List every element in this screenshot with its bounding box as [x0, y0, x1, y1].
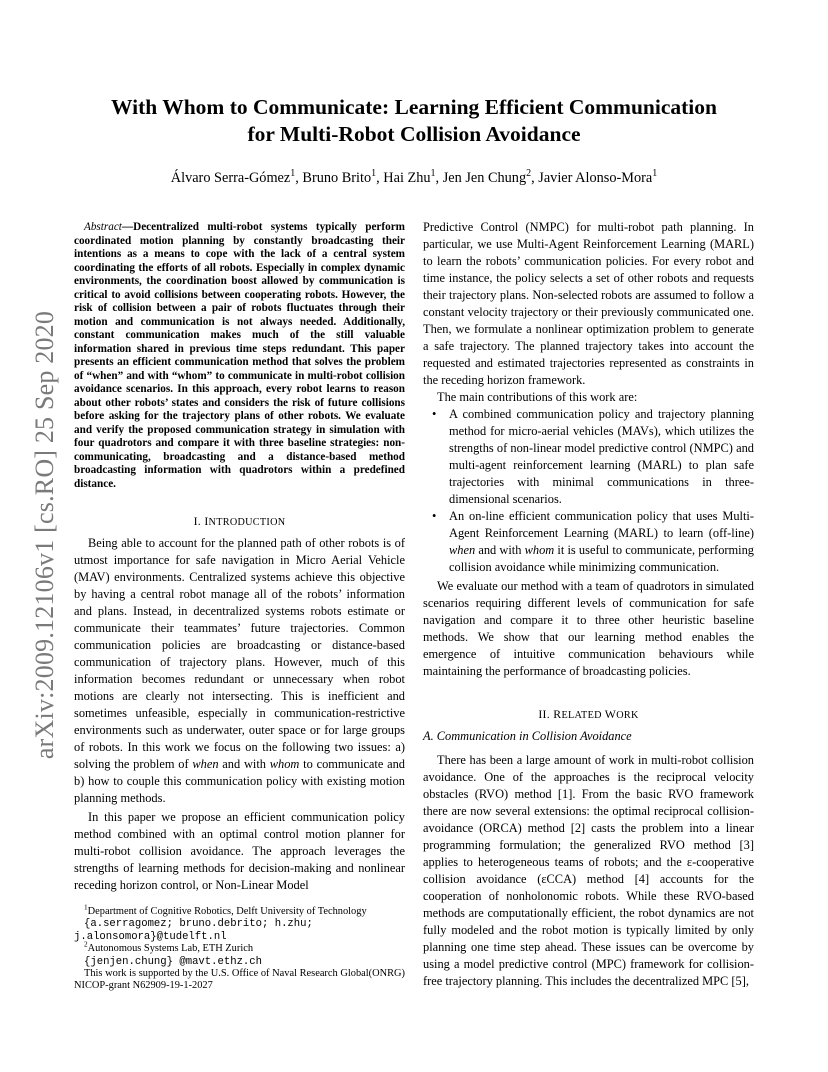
section-number: II.	[538, 707, 551, 721]
contributions-list	[423, 406, 754, 576]
text: Being able to account for the planned path of other robots is of utmost importance for safe navigation in Micro Aerial Vehicle (MAV) environments. Centralized systems achieve this objective by having a central robot manage all of the robots’ information and plans. Instead, in decentralized systems robots estimate or communicate their teammates’ future trajectories. Common communication policies are broadcasting or distance-based communication of trajectory plans. However, much of this information becomes redundant or unnecessary when robot motions are clearly not intersecting. This is inefficient and sometimes unfeasible, especially in communication-restrictive environments such as underwater, outer space or for large groups of robots. In this work we focus on the following two issues: a) solving the problem of	[74, 536, 405, 771]
paragraph: In this paper we propose an efficient communication policy method combined with an optimal control motion planner for multi-robot collision avoidance. The approach leverages the strengths of learning methods for decision-making and nonlinear receding horizon control, or Non-Linear Model	[74, 810, 405, 892]
section-title-rest: ELATED	[561, 710, 602, 721]
text: and with	[475, 543, 525, 557]
author-affiliation: 2	[526, 168, 532, 180]
text: to communicate and b) how to couple this communication policy with existing motion planning methods.	[74, 757, 405, 805]
text: it is useful to communicate, performing collision avoidance while minimizing communication.	[449, 543, 754, 574]
paragraph	[74, 535, 405, 807]
footnote-mark: 1	[84, 903, 88, 912]
author-affiliation: 1	[371, 168, 377, 180]
section-heading-related-work	[423, 707, 754, 722]
footnote-text: Autonomous Systems Lab, ETH Zurich	[87, 943, 254, 955]
abstract-text: Decentralized multi-robot systems typically perform coordinated motion planning by constantly broadcasting their intentions as a means to cope with the lack of a central system coordinating the efforts of all robots. Especially in complex dynamic environments, the coordination boost allowed by communication is critical to avoid collisions between cooperating robots. However, the risk of collision between a pair of robots fluctuates through their motion and communication is not always needed. Additionally, constant communication makes much of the still valuable information shared in previous time steps redundant. This paper presents an efficient communication method that solves the problem of “when” and with “whom” to communicate in multi-robot collision avoidance scenarios. In this approach, every robot learns to reason about other robots’ states and considers the risk of future collisions before asking for the trajectory plans of other robots. We evaluate and verify the proposed communication strategy in simulation with four quadrotors and compare it with three baseline strategies: non-communicating, broadcasting and a distance-based method broadcasting information with quadrotors within a predefined distance.	[74, 221, 405, 490]
footnote-text: Department of Cognitive Robotics, Delft University of Technology	[87, 906, 367, 917]
paragraph: The main contributions of this work are:	[437, 390, 638, 404]
paper-title	[70, 94, 758, 148]
paragraph: There has been a large amount of work in multi-robot collision avoidance. One of the approaches is the reciprocal velocity obstacles (RVO) method [1]. From the basic RVO framework there are now several extensions: the optimal reciprocal collision-avoidance (ORCA) method [2] casts the problem into a linear programming formulation; the generalized RVO method [3] applies to heterogeneous teams of robots; and the ε-cooperative collision avoidance (εCCA) method [4] accounts for the cooperation of nonholonomic robots. While these RVO-based methods are computationally efficient, the robot dynamics are not fully modeled and the robot motion is typically limited by only planning one time step ahead. These issues can be overcome by using a model predictive control (MPC) framework for collision-free trajectory planning. This includes the decentralized MPC [5],	[423, 753, 754, 988]
footnote-1	[74, 903, 405, 918]
author-affiliation: 1	[652, 168, 658, 180]
section-number: I.	[193, 514, 202, 528]
section-title-rest: ORK	[616, 710, 639, 721]
abstract-dash: —	[121, 221, 134, 233]
text: An on-line efficient communication policy that uses Multi-Agent Reinforcement Learning (MARL) to learn (off-line)	[449, 509, 754, 540]
paragraph: Predictive Control (NMPC) for multi-robot path planning. In particular, we use Multi-Agent Reinforcement Learning (MARL) to learn the robots’ communication policies. For every robot and time instance, the policy selects a set of other robots and requests their trajectory plans. Non-selected robots are assumed to follow a constant velocity trajectory or their previously communicated one. Then, we formulate a nonlinear optimization problem to generate a safe trajectory. The planned trajectory takes into account the requested and estimated trajectories represented as constraints in the receding horizon framework.	[423, 220, 754, 387]
funding-note: This work is supported by the U.S. Office of Naval Research Global(ONRG) NICOP-grant N62909-19-1-2027	[74, 968, 405, 992]
footnotes	[74, 903, 405, 993]
list-item	[449, 508, 754, 576]
paragraph: We evaluate our method with a team of quadrotors in simulated scenarios requiring different levels of communication for safe navigation and compare it to three other heuristic baseline methods. We show that our learning method enables the emergence of intuitive communication behaviours while maintaining the performance of broadcasting policies.	[423, 579, 754, 678]
introduction-body	[74, 535, 405, 894]
title-line-1: With Whom to Communicate: Learning Efficient Communication	[111, 95, 717, 119]
title-line-2: for Multi-Robot Collision Avoidance	[247, 122, 581, 146]
section-title-initial: I	[204, 514, 209, 528]
footnote-email: j.alonsomora}@tudelft.nl	[74, 930, 227, 943]
subsection-heading: A. Communication in Collision Avoidance	[423, 729, 632, 743]
text: and with	[218, 757, 270, 771]
author-name: Bruno Brito	[302, 170, 372, 186]
footnote-email: {jenjen.chung} @mavt.ethz.ch	[84, 955, 263, 968]
footnote-2	[74, 940, 405, 955]
right-column-body	[423, 219, 754, 680]
section-title-initial: R	[553, 707, 562, 721]
author-affiliation: 1	[290, 168, 296, 180]
list-item: • A combined communication policy and trajectory planning method for micro-aerial vehicles (MAVs), which utilizes the strengths of non-linear model predictive control (NMPC) and multi-agent reinforcement learning (MARL) to plan safe trajectories with minimal communications in three-dimensional scenarios.	[449, 406, 754, 508]
abstract-label: Abstract	[84, 221, 122, 233]
author-name: Javier Alonso-Mora	[538, 170, 653, 186]
abstract	[74, 221, 405, 491]
emphasis: whom	[269, 757, 300, 771]
section-title-initial: W	[604, 707, 617, 721]
author-affiliation: 1	[430, 168, 436, 180]
author-name: Jen Jen Chung	[442, 170, 527, 186]
emphasis: when	[449, 543, 476, 557]
emphasis: whom	[524, 543, 555, 557]
emphasis: when	[192, 757, 219, 771]
related-work-body	[423, 752, 754, 990]
footnote-mark: 2	[84, 940, 88, 949]
author-list: Álvaro Serra-Gómez$^1$, Bruno Brito$^1$, Hai Zhu$^1$, Jen Jen Chung$^2$, Javier Alonso-Mora$^1$	[170, 168, 658, 186]
author-name: Hai Zhu	[383, 170, 431, 186]
author-name: Álvaro Serra-Gómez	[170, 170, 291, 186]
section-heading-introduction	[74, 514, 405, 529]
footnote-email: {a.serragomez; bruno.debrito; h.zhu;	[84, 918, 313, 931]
section-title-rest: NTRODUCTION	[208, 517, 286, 528]
arxiv-watermark: arXiv:2009.12106v1 [cs.RO] 25 Sep 2020	[30, 310, 59, 760]
